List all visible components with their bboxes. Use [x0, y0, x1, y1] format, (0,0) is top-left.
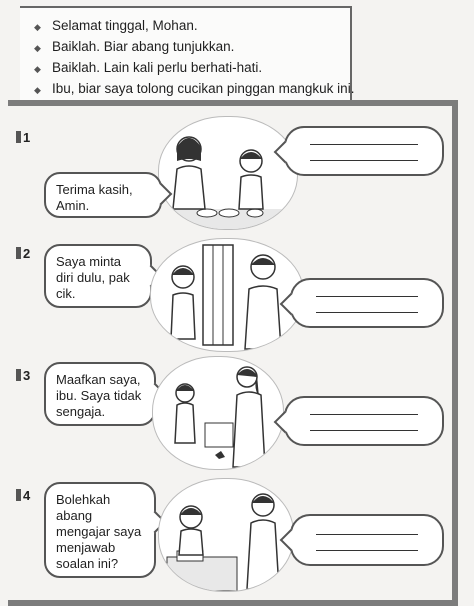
answer-line	[310, 144, 418, 145]
exercise-number: 2	[16, 246, 30, 261]
speech-text: Bolehkah abang mengajar saya menjawab soalan ini?	[56, 492, 142, 571]
answer-line	[316, 534, 418, 535]
diamond-bullet-icon: ◆	[34, 43, 41, 53]
exercise-number: 1	[16, 130, 30, 145]
answer-options-box	[20, 6, 355, 100]
illustration-boy-and-uncle	[150, 238, 304, 352]
option-item	[34, 37, 350, 58]
answer-bubble[interactable]	[284, 126, 444, 176]
speech-text: Terima kasih, Amin.	[56, 182, 133, 213]
speech-text: Maafkan saya, ibu. Saya tidak sengaja.	[56, 372, 142, 419]
answer-line	[310, 160, 418, 161]
option-item	[34, 16, 350, 37]
diamond-bullet-icon: ◆	[34, 22, 41, 32]
answer-line	[310, 430, 418, 431]
option-item	[34, 79, 355, 100]
answer-line	[310, 414, 418, 415]
speech-bubble	[44, 244, 152, 308]
option-item	[34, 58, 350, 79]
answer-options-list	[20, 8, 355, 100]
option-text: Baiklah. Biar abang tunjukkan.	[52, 39, 235, 54]
diamond-bullet-icon: ◆	[34, 85, 41, 95]
answer-bubble[interactable]	[290, 278, 444, 328]
illustration-mother-and-boy	[158, 116, 298, 230]
option-text: Baiklah. Lain kali perlu berhati-hati.	[52, 60, 263, 75]
answer-bubble[interactable]	[284, 396, 444, 446]
illustration-boy-and-brother	[158, 478, 294, 592]
answer-line	[316, 312, 418, 313]
answer-bubble[interactable]	[290, 514, 444, 566]
speech-bubble	[44, 482, 156, 578]
illustration-boy-and-mother	[152, 356, 284, 470]
option-text: Selamat tinggal, Mohan.	[52, 18, 198, 33]
exercise-number: 3	[16, 368, 30, 383]
speech-bubble	[44, 172, 162, 218]
answer-line	[316, 550, 418, 551]
option-text: Ibu, biar saya tolong cucikan pinggan mangkuk ini.	[52, 81, 355, 96]
exercise-number: 4	[16, 488, 30, 503]
diamond-bullet-icon: ◆	[34, 64, 41, 74]
speech-text: Saya minta diri dulu, pak cik.	[56, 254, 130, 301]
answer-line	[316, 296, 418, 297]
speech-bubble	[44, 362, 156, 426]
